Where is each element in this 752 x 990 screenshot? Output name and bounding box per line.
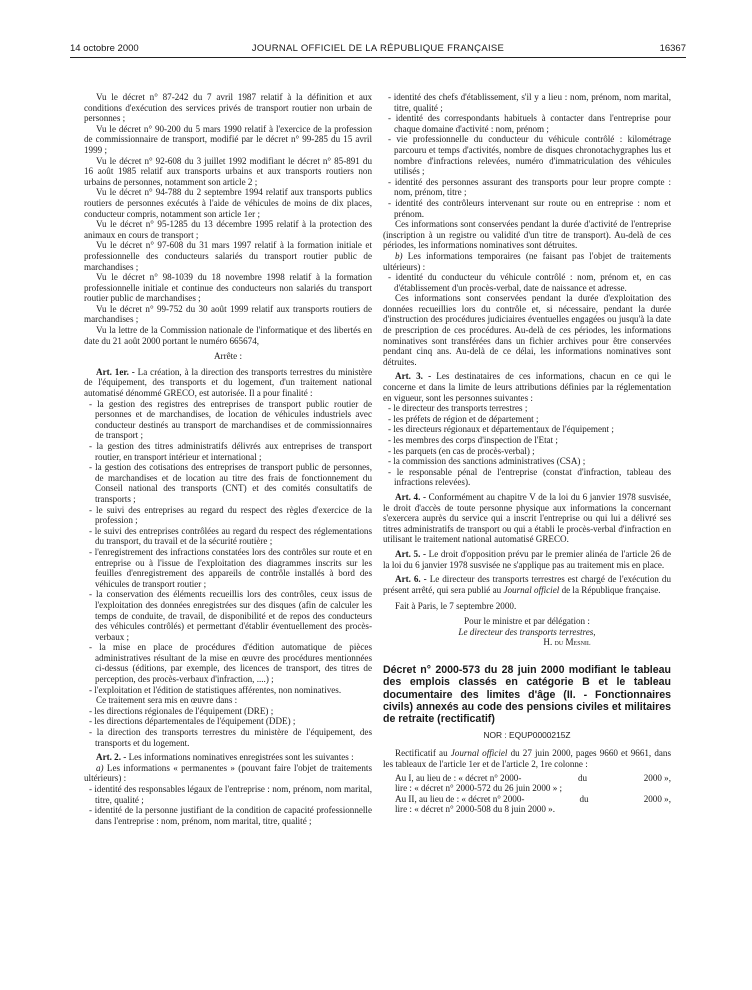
article-text: Conformément au chapitre V de la loi du 6 janvier 1978 susvisée, le droit d'accès de toute personne physique aux informations la concernant s'exercera auprès du service qui a inscrit l'entreprise ou qui lui a délivré ses titres administratifs de transport ou qui a établi le procès-verbal d'infraction en utilisant le traitement national automatisé GRECO. — [383, 491, 671, 545]
rectificatif-intro — [383, 748, 671, 769]
article-label: Art. 3. - — [395, 371, 432, 382]
left-column — [84, 92, 372, 826]
bullet-item: - vie professionnelle du conducteur du véhicule contrôlé : kilométrage parcouru et temps d'activités, nombre de disques chronotachygraphes lus et nombre d'infractions relevées, numéro d'immatriculation des véhicules utilisés ; — [388, 134, 671, 177]
bullet-item: - le directeur des transports terrestres ; — [388, 403, 528, 414]
article-text: Les destinataires de ces informations, chacun en ce qui le concerne et dans la limite de leurs attributions définies par la réglementation en vigueur, sont les personnes suivantes : — [383, 371, 671, 403]
paragraph: Fait à Paris, le 7 septembre 2000. — [395, 601, 517, 612]
article-label: Art. 5. - — [395, 548, 427, 559]
bullet-item: - les directions régionales de l'équipement (DRE) ; — [89, 705, 274, 716]
signature: H. du Mesnil — [543, 637, 591, 648]
bullet-item: - le responsable pénal de l'entreprise (constat d'infraction, tableau des infractions relevées). — [388, 466, 671, 488]
journal-title: JOURNAL OFFICIEL DE LA RÉPUBLIQUE FRANÇAISE — [251, 43, 505, 54]
paragraph: Vu le décret n° 99-752 du 30 août 1999 relatif aux transports routiers de marchandises ; — [84, 303, 372, 325]
article — [383, 549, 671, 570]
paragraph: Ces informations sont conservées pendant la durée d'activité de l'entreprise (inscription à un registre ou validité d'un titre de transport). Au-delà de ces périodes, les informations nominatives sont détruites. — [383, 219, 671, 251]
sub-text: Les informations « permanentes » (pouvant faire l'objet de traitements ultérieurs) : — [84, 762, 372, 784]
line-part: 2000 », — [643, 772, 671, 783]
paragraph: Vu le décret n° 97-608 du 31 mars 1997 relatif à la formation initiale et professionnelle des conducteurs salariés du transport routier public de marchandises ; — [84, 240, 372, 272]
bullet-item: - la mise en place de procédures d'édition automatique de pièces administratives résultant de la mise en œuvre des procédures mentionnées ci-dessus (éditions, par exemple, des licences de transport, des titres de perception, des procès-verbaux d'infraction, ....) ; — [89, 642, 372, 685]
decree-title: Décret n° 2000-573 du 28 juin 2000 modifiant le tableau des emplois classés en catégorie B et le tableau documentaire des limites d'âge (II. - Fonctionnaires civils) annexés au code des pensions civiles et militaires de retraite (rectificatif) — [383, 663, 671, 726]
correction-line — [383, 783, 671, 794]
bullet-item: - les parquets (en cas de procès-verbal) ; — [388, 445, 535, 456]
bullet-item: - les directions départementales de l'équipement (DDE) ; — [89, 716, 296, 727]
bullet-item: - identité des correspondants habituels à contacter dans l'entreprise pour chaque domaine d'activité : nom, prénom ; — [388, 113, 671, 134]
bullet-item: - identité des chefs d'établissement, s'il y a lieu : nom, prénom, nom marital, titre, qualité ; — [388, 92, 671, 113]
sub-paragraph — [84, 763, 372, 784]
intro-text: du 27 juin 2000, pages 9660 et 9661, dans les tableaux de l'article 1er et de l'article 2, 1re colonne : — [383, 748, 671, 769]
article — [383, 492, 671, 545]
article-label: Art. 6. - — [395, 574, 427, 585]
bullet-item: - identité de la personne justifiant de la condition de capacité professionnelle dans l'entreprise : nom, prénom, nom marital, titre, qualité ; — [89, 805, 372, 826]
bullet-item: - le suivi des entreprises contrôlées au regard du respect des réglementations du transport, du travail et de la sécurité routière ; — [89, 525, 372, 547]
paragraph: Vu le décret n° 94-788 du 2 septembre 1994 relatif aux transports publics routiers de personnes exécutés à l'aide de véhicules de moins de dix places, conducteur compris, notamment son article 1er ; — [84, 187, 372, 219]
sub-label: b) — [395, 250, 403, 261]
sub-text: Les informations temporaires (ne faisant pas l'objet de traitements ultérieurs) : — [383, 250, 671, 272]
article — [84, 752, 372, 763]
article — [383, 574, 671, 595]
paragraph: Ce traitement sera mis en œuvre dans : — [96, 695, 238, 706]
bullet-item: - les membres des corps d'inspection de l'Etat ; — [388, 435, 558, 445]
article-text: Le directeur des transports terrestres est chargé de l'exécution du présent arrêté, qui sera publié au — [383, 574, 671, 595]
signatory-title: Le directeur des transports terrestres, — [458, 626, 596, 637]
header-rule — [70, 57, 686, 58]
article-text: Le droit d'opposition prévu par le premier alinéa de l'article 26 de la loi du 6 janvier 1978 susvisée ne s'applique pas au traitement mis en place. — [383, 548, 671, 570]
line-part: du — [578, 772, 588, 783]
paragraph: Vu le décret n° 92-608 du 3 juillet 1992 modifiant le décret n° 85-891 du 16 août 1985 relatif aux transports urbains et aux transports routiers non urbains de personnes, notamment son article 2 ; — [84, 155, 372, 187]
article — [383, 371, 671, 403]
paragraph: Ces informations sont conservées pendant la durée d'exploitation des données recueillies lors du contrôle et, si nécessaire, pendant la durée d'instruction des procédures judiciaires éventuelles engagées ou jusqu'à la date de prescription de ces procédures. Au-delà de ces périodes, les informations nominatives sont transférées dans un fichier archives pour être conservées pendant cinq ans. Au-delà de ce délai, les informations nominatives sont détruites. — [383, 293, 671, 367]
bullet-item: - le suivi des entreprises au regard du respect des règles d'exercice de la profession ; — [89, 504, 372, 526]
paragraph: Vu le décret n° 98-1039 du 18 novembre 1998 relatif à la formation professionnelle initiale et continue des conducteurs non salariés du transport routier public de marchandises ; — [84, 272, 372, 304]
bullet-item: - la gestion des registres des entreprises de transport public routier de personnes et de marchandises, de location de véhicules industriels avec conducteur destinés au transport de marchandises et de commissionnaires de transport ; — [89, 398, 372, 441]
bullet-item: - la direction des transports terrestres du ministère de l'équipement, des transports et du logement. — [89, 727, 372, 748]
nor-reference: NOR : EQUP0000215Z — [483, 729, 571, 740]
sub-label: a) — [96, 762, 104, 773]
article-text: La création, à la direction des transports terrestres du ministère de l'équipement, des transports et du logement, d'un traitement national automatisé dénommé GRECO, est autorisée. Il a pour finalité : — [84, 366, 372, 399]
correction-line — [383, 804, 671, 815]
page-header — [70, 43, 686, 57]
bullet-item: - identité des personnes assurant des transports pour leur propre compte : nom, prénom, titre ; — [388, 176, 671, 198]
article — [84, 367, 372, 399]
paragraph: Vu la lettre de la Commission nationale de l'informatique et des libertés en date du 21 août 2000 portant le numéro 665674, — [84, 325, 372, 346]
correction-line — [383, 773, 671, 784]
centered-text: Arrête : — [213, 351, 243, 362]
line-part: du — [579, 793, 589, 804]
publication-date: 14 octobre 2000 — [70, 43, 139, 54]
paragraph: Vu le décret n° 95-1285 du 13 décembre 1995 relatif à la protection des animaux en cours de transport ; — [84, 219, 372, 240]
correction-line — [383, 794, 671, 805]
centered-text: Pour le ministre et par délégation : — [464, 615, 590, 626]
line-part: 2000 », — [643, 793, 671, 804]
article-text: Les informations nominatives enregistrées sont les suivantes : — [128, 752, 354, 763]
intro-text: Rectificatif au — [395, 748, 448, 759]
bullet-item: - identité des responsables légaux de l'entreprise : nom, prénom, nom marital, titre, qualité ; — [89, 784, 372, 805]
bullet-item: - la gestion des cotisations des entreprises de transport public de personnes, de marchandises et de location au titre des frais de fonctionnement du Conseil national des transports (CNT) et des comités consultatifs de transports ; — [89, 462, 372, 504]
line-part: Au I, au lieu de : « décret n° 2000- — [395, 772, 522, 783]
sub-paragraph — [383, 251, 671, 272]
bullet-item: - identité des contrôleurs intervenant sur route ou en entreprise : nom et prénom. — [388, 197, 671, 219]
article-label: Art. 2. - — [96, 752, 127, 763]
bullet-item: - la conservation des éléments recueillis lors des contrôles, ceux issus de l'exploitation des données enregistrées sur des disques (afin de calculer les temps de conduite, de travail, de disponibilité et de repos des conducteurs des véhicules contrôlés) et permettant d'établir éventuellement des procès-verbaux ; — [89, 589, 372, 642]
bullet-item: - les préfets de région et de département ; — [388, 413, 539, 424]
journal-ref: Journal officiel — [503, 584, 560, 595]
bullet-item: - l'exploitation et l'édition de statistiques afférentes, non nominatives. — [89, 684, 342, 695]
line-part: lire : « décret n° 2000-572 du 26 juin 2000 » ; — [395, 783, 563, 794]
article-label: Art. 4. - — [395, 491, 426, 502]
bullet-item: - la commission des sanctions administratives (CSA) ; — [388, 456, 586, 467]
bullet-item: - l'enregistrement des infractions constatées lors des contrôles sur route et en entreprise ou à l'issue de l'exploitation des diagrammes inscrits sur les feuilles d'enregistrement des appareils de contrôle installés à bord des véhicules de transport routier ; — [89, 546, 372, 589]
line-part: Au II, au lieu de : « décret n° 2000- — [395, 793, 525, 804]
bullet-item: - les directeurs régionaux et départementaux de l'équipement ; — [388, 424, 614, 435]
bullet-item: - la gestion des titres administratifs délivrés aux entreprises de transport routier, en transport intérieur et international ; — [89, 441, 372, 462]
right-column — [383, 92, 671, 815]
journal-ref: Journal officiel — [450, 748, 508, 759]
page-number: 16367 — [659, 43, 686, 54]
paragraph: Vu le décret n° 87-242 du 7 avril 1987 relatif à la définition et aux conditions d'exécution des services privés de transport routier non urbain de personnes ; — [84, 92, 372, 124]
line-part: lire : « décret n° 2000-508 du 8 juin 2000 ». — [395, 804, 555, 815]
article-text: de la République française. — [561, 584, 661, 595]
paragraph: Vu le décret n° 90-200 du 5 mars 1990 relatif à l'exercice de la profession de commissionnaire de transport, modifié par le décret n° 99-285 du 15 avril 1999 ; — [84, 123, 372, 155]
article-label: Art. 1er. - — [96, 366, 135, 377]
bullet-item: - identité du conducteur du véhicule contrôlé : nom, prénom et, en cas d'établissement d'un procès-verbal, date de naissance et adresse. — [388, 272, 671, 293]
